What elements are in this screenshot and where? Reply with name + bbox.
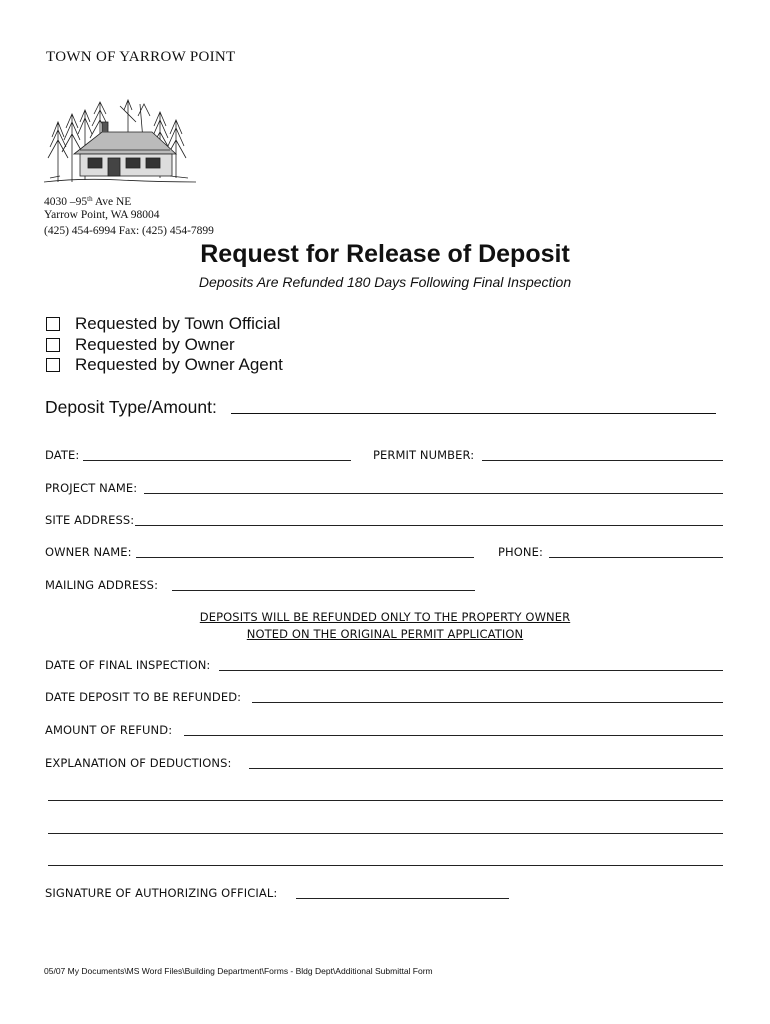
permit-number-line bbox=[482, 460, 723, 461]
owner-name-label: OWNER NAME: bbox=[45, 545, 132, 559]
checkbox-label-owner: Requested by Owner bbox=[75, 335, 235, 354]
amount-of-refund-label: AMOUNT OF REFUND: bbox=[45, 723, 173, 737]
checkbox-row-owner bbox=[46, 335, 235, 355]
owner-name-input[interactable] bbox=[138, 541, 472, 557]
mailing-address-label: MAILING ADDRESS: bbox=[45, 578, 159, 592]
date-input[interactable] bbox=[85, 444, 349, 460]
date-final-inspection-line bbox=[219, 670, 723, 671]
explanation-extra-input-3[interactable] bbox=[50, 849, 721, 865]
explanation-extra-line-3 bbox=[48, 865, 723, 866]
refund-notice-line-2: NOTED ON THE ORIGINAL PERMIT APPLICATION bbox=[246, 627, 524, 641]
site-address-line bbox=[135, 525, 723, 526]
signature-line bbox=[296, 898, 509, 899]
explanation-extra-input-2[interactable] bbox=[50, 817, 721, 833]
project-name-input[interactable] bbox=[146, 477, 721, 493]
date-deposit-refunded-line bbox=[252, 702, 723, 703]
explanation-deductions-input[interactable] bbox=[251, 752, 721, 768]
checkbox-label-owner-agent: Requested by Owner Agent bbox=[75, 355, 283, 374]
project-name-label: PROJECT NAME: bbox=[45, 481, 138, 495]
amount-of-refund-line bbox=[184, 735, 723, 736]
address-line-1: 4030 –95th Ave NE bbox=[44, 195, 132, 208]
phone-label: PHONE: bbox=[498, 545, 543, 559]
explanation-extra-line-2 bbox=[48, 833, 723, 834]
mailing-address-input[interactable] bbox=[174, 574, 473, 590]
site-address-label: SITE ADDRESS: bbox=[45, 513, 135, 527]
project-name-line bbox=[144, 493, 723, 494]
form-title: Request for Release of Deposit bbox=[200, 240, 570, 268]
town-name: TOWN OF YARROW POINT bbox=[46, 49, 236, 65]
amount-of-refund-input[interactable] bbox=[186, 719, 721, 735]
site-address-input[interactable] bbox=[137, 509, 721, 525]
permit-number-input[interactable] bbox=[484, 444, 721, 460]
deposit-type-input[interactable] bbox=[233, 396, 713, 412]
checkbox-town-official[interactable] bbox=[46, 317, 60, 331]
explanation-deductions-line bbox=[249, 768, 723, 769]
town-logo-cabin-sketch bbox=[40, 92, 200, 188]
date-deposit-refunded-input[interactable] bbox=[254, 686, 721, 702]
checkbox-row-owner-agent bbox=[46, 355, 283, 375]
refund-notice-line-1: DEPOSITS WILL BE REFUNDED ONLY TO THE PROPERTY OWNER bbox=[199, 610, 571, 624]
permit-number-label: PERMIT NUMBER: bbox=[373, 448, 475, 462]
address-line-2: Yarrow Point, WA 98004 bbox=[44, 209, 160, 221]
deposit-type-label: Deposit Type/Amount: bbox=[45, 397, 217, 417]
checkbox-label-town-official: Requested by Town Official bbox=[75, 314, 281, 333]
date-label: DATE: bbox=[45, 448, 80, 462]
explanation-extra-line-1 bbox=[48, 800, 723, 801]
footer-file-path: 05/07 My Documents\MS Word Files\Building Department\Forms - Bldg Dept\Additional Submittal Form bbox=[44, 966, 433, 976]
date-line bbox=[83, 460, 351, 461]
deposit-type-line bbox=[231, 413, 716, 414]
date-final-inspection-label: DATE OF FINAL INSPECTION: bbox=[45, 658, 211, 672]
checkbox-owner-agent[interactable] bbox=[46, 358, 60, 372]
checkbox-owner[interactable] bbox=[46, 338, 60, 352]
checkbox-row-town-official bbox=[46, 314, 280, 334]
owner-name-line bbox=[136, 557, 474, 558]
explanation-deductions-label: EXPLANATION OF DEDUCTIONS: bbox=[45, 756, 232, 770]
address-line-3-phone-fax: (425) 454-6994 Fax: (425) 454-7899 bbox=[44, 225, 214, 237]
signature-label: SIGNATURE OF AUTHORIZING OFFICIAL: bbox=[45, 886, 278, 900]
form-subtitle: Deposits Are Refunded 180 Days Following Final Inspection bbox=[198, 274, 572, 290]
phone-input[interactable] bbox=[551, 541, 721, 557]
explanation-extra-input-1[interactable] bbox=[50, 784, 721, 800]
date-deposit-refunded-label: DATE DEPOSIT TO BE REFUNDED: bbox=[45, 690, 242, 704]
signature-input[interactable] bbox=[298, 882, 507, 898]
mailing-address-line bbox=[172, 590, 475, 591]
phone-line bbox=[549, 557, 723, 558]
date-final-inspection-input[interactable] bbox=[221, 654, 721, 670]
